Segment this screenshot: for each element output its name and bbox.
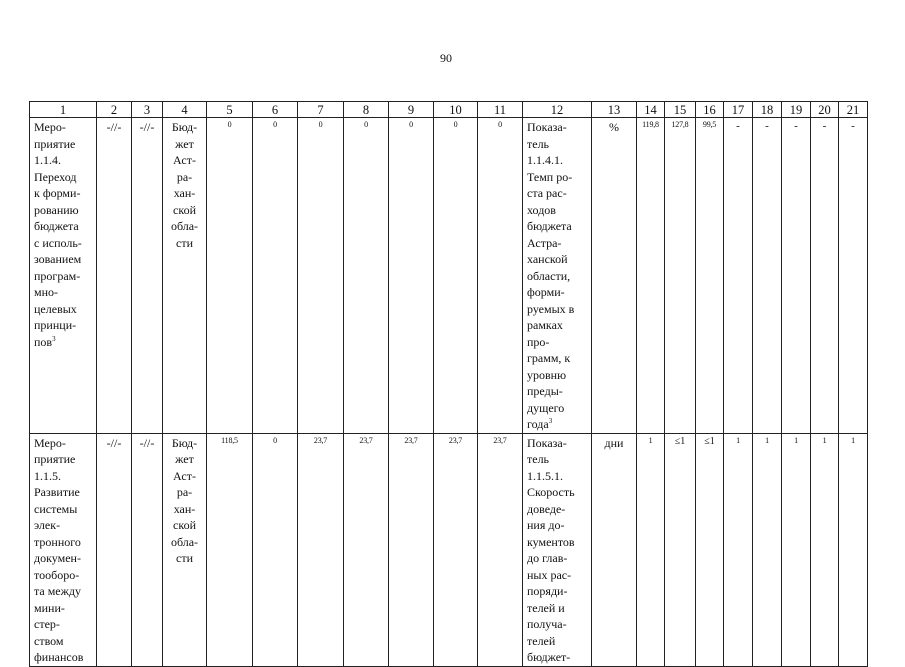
col-header: 2	[97, 102, 132, 118]
col-header: 19	[782, 102, 811, 118]
value-cell: -	[724, 118, 753, 434]
ditto-cell: -//-	[97, 433, 132, 666]
col-header: 11	[478, 102, 523, 118]
footnote-mark: 3	[52, 334, 56, 343]
value-cell: 99,5	[696, 118, 724, 434]
col-header: 4	[163, 102, 207, 118]
unit-cell: дни	[592, 433, 637, 666]
measures-table	[29, 101, 868, 667]
col-header: 6	[253, 102, 298, 118]
footnote-mark: 3	[548, 417, 553, 425]
col-header: 8	[344, 102, 389, 118]
value-cell: 0	[298, 118, 344, 434]
event-cell: Меро- приятие 1.1.5. Развитие системы элек- тронного докумен- тооборо- та между мини- стер- ством финансов	[30, 433, 97, 666]
col-header: 9	[389, 102, 434, 118]
col-header: 10	[434, 102, 478, 118]
value-cell: 1	[637, 433, 665, 666]
indicator-cell	[523, 118, 592, 434]
value-cell: 119,8	[637, 118, 665, 434]
table-row	[30, 433, 868, 666]
ditto-cell: -//-	[132, 118, 163, 434]
value-cell: 118,5	[207, 433, 253, 666]
value-cell: 1	[724, 433, 753, 666]
indicator-text: Показа- тель 1.1.4.1. Темп ро- ста рас- ходов бюджета Астра- ханской области, форми- руемых в рамках про- грамм, к уровню преды- дущего года	[527, 120, 575, 431]
value-cell: ≤1	[696, 433, 724, 666]
event-text: Меро- приятие 1.1.4. Переход к форми- рованию бюджета с исполь- зованием програм- мно- целевых принци- пов	[34, 120, 82, 349]
col-header: 5	[207, 102, 253, 118]
value-cell: 23,7	[389, 433, 434, 666]
value-cell: ≤1	[665, 433, 696, 666]
value-cell: -	[782, 118, 811, 434]
ditto-cell: -//-	[97, 118, 132, 434]
header-row	[30, 102, 868, 118]
value-cell: -	[811, 118, 839, 434]
col-header: 13	[592, 102, 637, 118]
value-cell: 0	[253, 118, 298, 434]
value-cell: 0	[253, 433, 298, 666]
indicator-cell: Показа- тель 1.1.5.1. Скорость доведе- ния до- кументов до глав- ных рас- поряди- телей и получа- телей бюджет-	[523, 433, 592, 666]
col-header: 21	[839, 102, 868, 118]
col-header: 7	[298, 102, 344, 118]
value-cell: 23,7	[478, 433, 523, 666]
value-cell: -	[839, 118, 868, 434]
event-cell	[30, 118, 97, 434]
col-header: 14	[637, 102, 665, 118]
page-number: 90	[440, 51, 452, 65]
value-cell: 1	[753, 433, 782, 666]
unit-cell: %	[592, 118, 637, 434]
value-cell: 1	[782, 433, 811, 666]
value-cell: 0	[207, 118, 253, 434]
ditto-cell: -//-	[132, 433, 163, 666]
funding-source-cell: Бюд- жет Аст- ра- хан- ской обла- сти	[163, 433, 207, 666]
table-row	[30, 118, 868, 434]
value-cell: 23,7	[298, 433, 344, 666]
value-cell: 0	[478, 118, 523, 434]
col-header: 20	[811, 102, 839, 118]
value-cell: 23,7	[434, 433, 478, 666]
value-cell: 1	[811, 433, 839, 666]
col-header: 3	[132, 102, 163, 118]
value-cell: -	[753, 118, 782, 434]
col-header: 1	[30, 102, 97, 118]
value-cell: 127,8	[665, 118, 696, 434]
col-header: 16	[696, 102, 724, 118]
value-cell: 1	[839, 433, 868, 666]
col-header: 18	[753, 102, 782, 118]
value-cell: 23,7	[344, 433, 389, 666]
col-header: 15	[665, 102, 696, 118]
value-cell: 0	[389, 118, 434, 434]
col-header: 17	[724, 102, 753, 118]
funding-source-cell: Бюд- жет Аст- ра- хан- ской обла- сти	[163, 118, 207, 434]
value-cell: 0	[434, 118, 478, 434]
value-cell: 0	[344, 118, 389, 434]
col-header: 12	[523, 102, 592, 118]
